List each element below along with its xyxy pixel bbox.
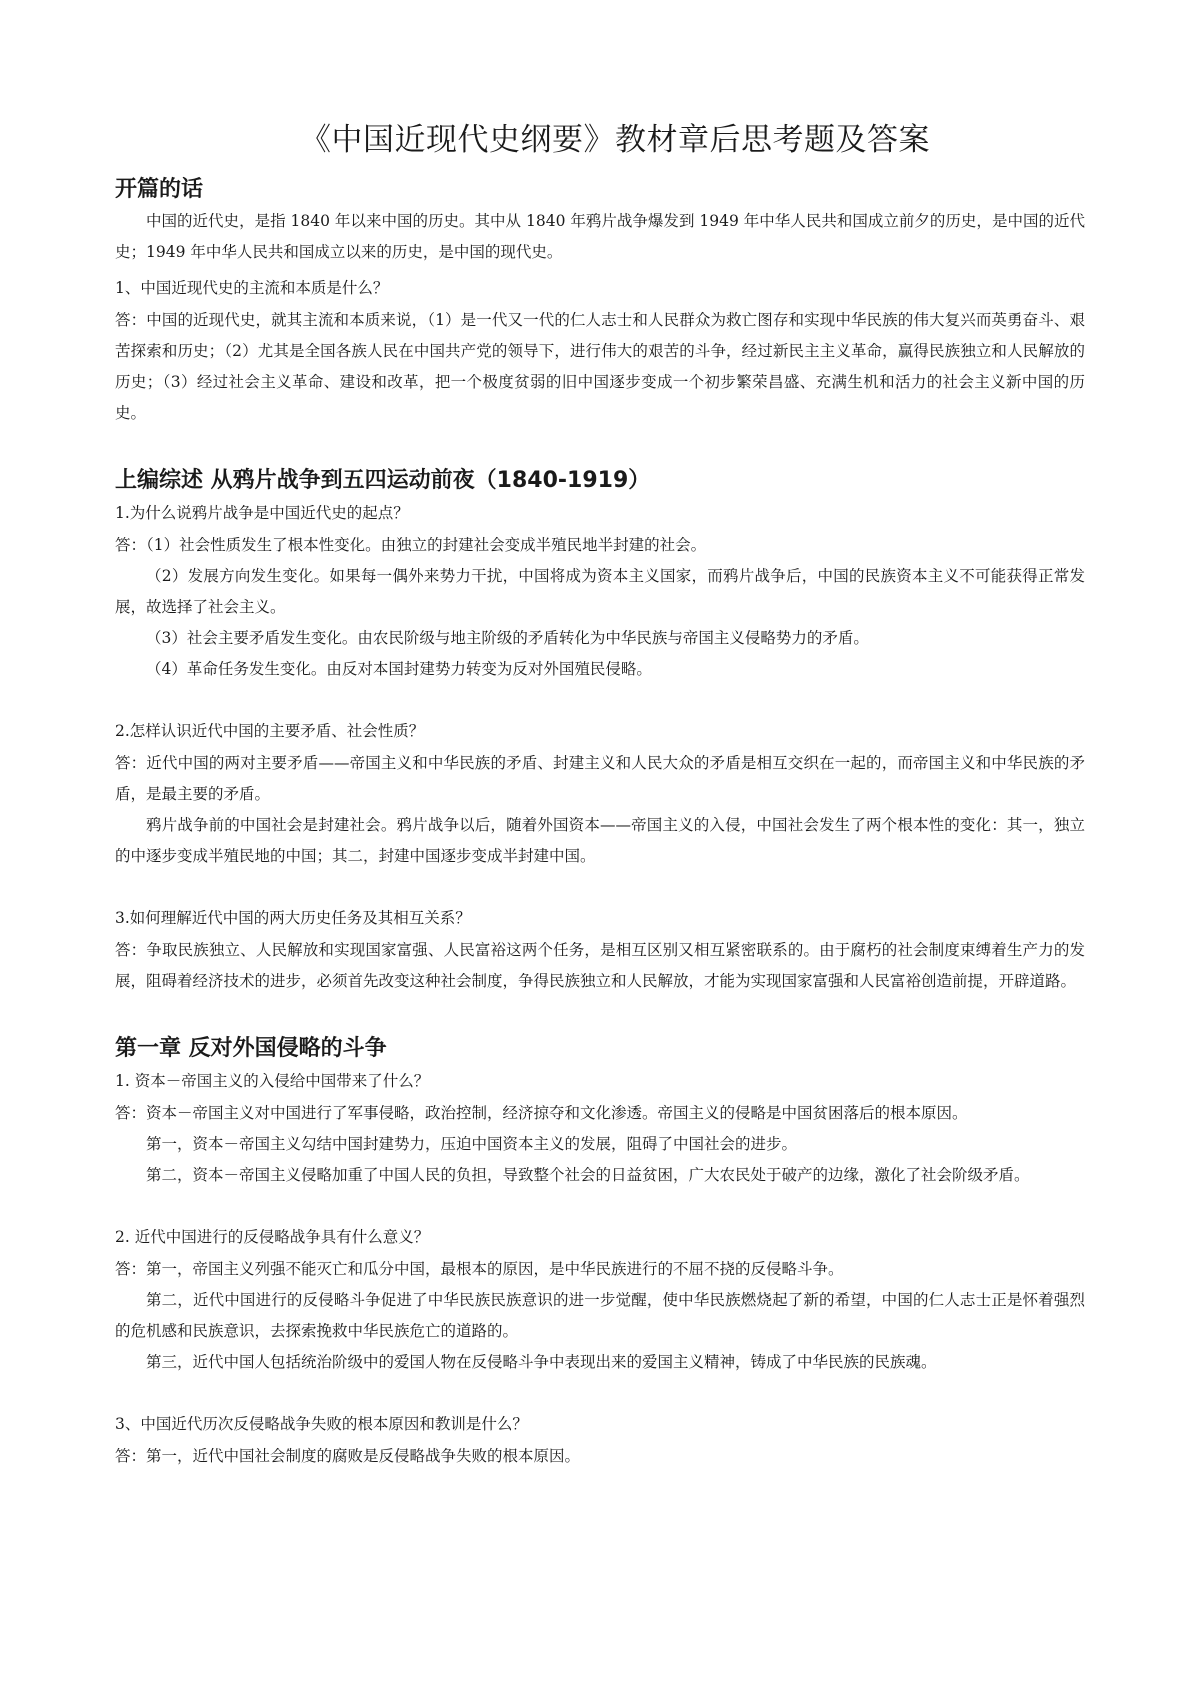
question: 1、中国近现代史的主流和本质是什么？ [115,279,389,297]
answer-paragraph: 答：（1）社会性质发生了根本性变化。由独立的封建社会变成半殖民地半封建的社会。 [115,536,707,554]
answer-paragraph: 答：第一，帝国主义列强不能灭亡和瓜分中国，最根本的原因，是中华民族进行的不屈不挠的反侵略斗争。 [115,1260,844,1278]
section-intro: 中国的近代史，是指 1840 年以来中国的历史。其中从 1840 年鸦片战争爆发到 1949 年中华人民共和国成立前夕的历史，是中国的近代史；1949 年中华人民共和国成立以来的历史，是中国的现代史。 [115,212,1085,261]
answer-paragraph: 第一，资本－帝国主义勾结中国封建势力，压迫中国资本主义的发展，阻碍了中国社会的进步。 [146,1135,798,1153]
qa-item [115,902,1085,997]
answer-paragraph: 答：资本－帝国主义对中国进行了军事侵略，政治控制，经济掠夺和文化渗透。帝国主义的侵略是中国贫困落后的根本原因。 [115,1104,968,1122]
question: 3、中国近代历次反侵略战争失败的根本原因和教训是什么？ [115,1415,528,1433]
qa-item [115,1408,1085,1472]
section-chapter-one [115,1033,1085,1472]
section-heading: 开篇的话 [115,177,204,202]
qa-item [115,1221,1085,1378]
answer-paragraph: （3）社会主要矛盾发生变化。由农民阶级与地主阶级的矛盾转化为中华民族与帝国主义侵略势力的矛盾。 [146,629,869,647]
section-heading: 上编综述 从鸦片战争到五四运动前夜（1840-1919） [115,468,651,493]
document-page [115,118,1085,1508]
qa-item [115,497,1085,685]
answer-paragraph: （2）发展方向发生变化。如果每一偶外来势力干扰，中国将成为资本主义国家，而鸦片战争后，中国的民族资本主义不可能获得正常发展，故选择了社会主义。 [115,567,1085,616]
answer-paragraph: 答：近代中国的两对主要矛盾——帝国主义和中华民族的矛盾、封建主义和人民大众的矛盾是相互交织在一起的，而帝国主义和中华民族的矛盾，是最主要的矛盾。 [115,754,1085,803]
qa-item [115,715,1085,872]
qa-item [115,1065,1085,1191]
answer-paragraph: 答：第一，近代中国社会制度的腐败是反侵略战争失败的根本原因。 [115,1447,581,1465]
document-title: 《中国近现代史纲要》教材章后思考题及答案 [300,122,930,158]
question: 3.如何理解近代中国的两大历史任务及其相互关系？ [115,909,471,927]
qa-item [115,272,1085,429]
section-opening [115,174,1085,429]
question: 1. 资本－帝国主义的入侵给中国带来了什么？ [115,1072,430,1090]
question: 1.为什么说鸦片战争是中国近代史的起点？ [115,504,409,522]
answer-paragraph: 答：争取民族独立、人民解放和实现国家富强、人民富裕这两个任务，是相互区别又相互紧密联系的。由于腐朽的社会制度束缚着生产力的发展，阻碍着经济技术的进步，必须首先改变这种社会制度，争得民族独立和人民解放，才能为实现国家富强和人民富裕创造前提，开辟道路。 [115,941,1085,990]
section-heading: 第一章 反对外国侵略的斗争 [115,1036,387,1061]
answer-paragraph: 第二，资本－帝国主义侵略加重了中国人民的负担，导致整个社会的日益贫困，广大农民处于破产的边缘，激化了社会阶级矛盾。 [146,1166,1030,1184]
answer-paragraph: （4）革命任务发生变化。由反对本国封建势力转变为反对外国殖民侵略。 [146,660,652,678]
answer-paragraph: 第二，近代中国进行的反侵略斗争促进了中华民族民族意识的进一步觉醒，使中华民族燃烧起了新的希望，中国的仁人志士正是怀着强烈的危机感和民族意识，去探索挽救中华民族危亡的道路的。 [115,1291,1085,1340]
question: 2. 近代中国进行的反侵略战争具有什么意义？ [115,1228,430,1246]
question: 2.怎样认识近代中国的主要矛盾、社会性质？ [115,722,425,740]
answer-paragraph: 第三，近代中国人包括统治阶级中的爱国人物在反侵略斗争中表现出来的爱国主义精神，铸成了中华民族的民族魂。 [146,1353,937,1371]
answer-paragraph: 鸦片战争前的中国社会是封建社会。鸦片战争以后，随着外国资本——帝国主义的入侵，中国社会发生了两个根本性的变化：其一，独立的中逐步变成半殖民地的中国；其二，封建中国逐步变成半封建中国。 [115,816,1085,865]
section-part-one-overview [115,465,1085,997]
answer-paragraph: 答：中国的近现代史，就其主流和本质来说，（1）是一代又一代的仁人志士和人民群众为救亡图存和实现中华民族的伟大复兴而英勇奋斗、艰苦探索和历史；（2）尤其是全国各族人民在中国共产党的领导下，进行伟大的艰苦的斗争，经过新民主主义革命，赢得民族独立和人民解放的历史；（3）经过社会主义革命、建设和改革，把一个极度贫弱的旧中国逐步变成一个初步繁荣昌盛、充满生机和活力的社会主义新中国的历史。 [115,311,1085,422]
